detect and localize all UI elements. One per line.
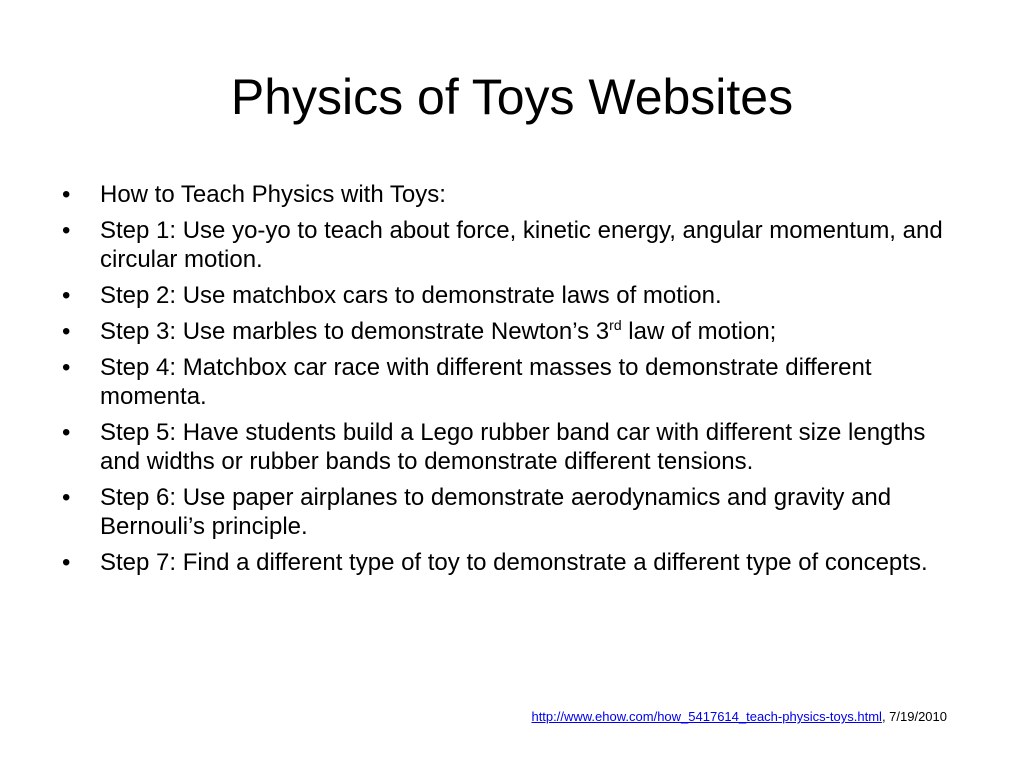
bullet-text: Step 4: Matchbox car race with different masses to demonstrate different momenta.: [100, 354, 872, 410]
slide-title: Physics of Toys Websites: [230, 69, 794, 125]
bullet-icon: •: [62, 484, 71, 511]
citation: [531, 708, 947, 726]
bullet-item-5: [60, 353, 960, 411]
bullet-text: Step 5: Have students build a Lego rubber band car with different size lengths and widths or rubber bands to demonstrate different tensions.: [100, 419, 926, 475]
citation-date: , 7/19/2010: [881, 709, 947, 724]
bullet-text: Step 7: Find a different type of toy to demonstrate a different type of concepts.: [100, 549, 928, 576]
bullet-text-post: law of motion;: [621, 318, 777, 345]
bullet-list: [60, 180, 960, 584]
bullet-item-3: [60, 281, 960, 310]
bullet-icon: •: [62, 282, 71, 309]
bullet-item-2: [60, 216, 960, 274]
bullet-item-8: [60, 548, 960, 577]
bullet-item-1: [60, 180, 960, 209]
bullet-icon: •: [62, 318, 71, 345]
bullet-text: Step 1: Use yo-yo to teach about force, kinetic energy, angular momentum, and circular motion.: [100, 217, 943, 273]
bullet-text-pre: Step 3: Use marbles to demonstrate Newton’s 3: [100, 318, 610, 345]
bullet-item-6: [60, 418, 960, 476]
bullet-icon: •: [62, 419, 71, 446]
bullet-item-4: [60, 317, 960, 346]
bullet-text: How to Teach Physics with Toys:: [100, 181, 446, 208]
ordinal-superscript: rd: [609, 317, 622, 333]
bullet-icon: •: [62, 217, 71, 244]
bullet-icon: •: [62, 181, 71, 208]
bullet-text: Step 2: Use matchbox cars to demonstrate laws of motion.: [100, 282, 722, 309]
bullet-item-7: [60, 483, 960, 541]
source-link[interactable]: http://www.ehow.com/how_5417614_teach-physics-toys.html: [531, 709, 882, 724]
bullet-text: Step 6: Use paper airplanes to demonstrate aerodynamics and gravity and Bernouli’s principle.: [100, 484, 892, 540]
bullet-icon: •: [62, 549, 71, 576]
bullet-icon: •: [62, 354, 71, 381]
